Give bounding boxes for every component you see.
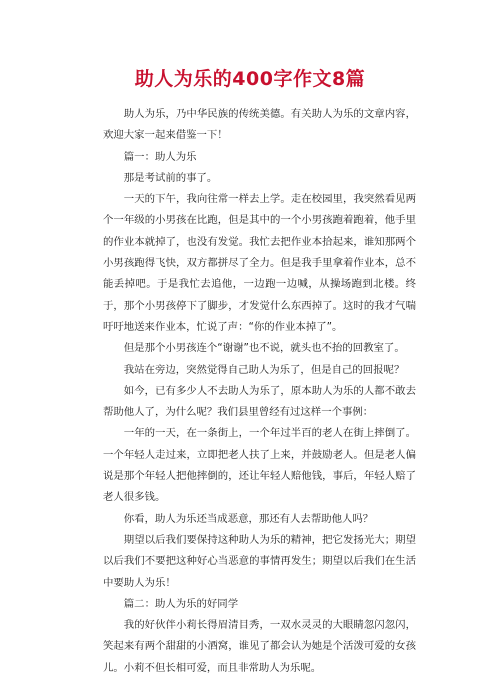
paragraph: 期望以后我们要保持这种助人为乐的精神，把它发扬光大；期望以后我们不要把这种好心当恶意的事情再发生；期望以后我们在生活中要助人为乐！	[103, 533, 416, 589]
paragraph: 一年的一天，在一条街上，一个年过半百的老人在街上摔倒了。一个年轻人走过来，立即把老人扶了上来，并鼓励老人。但是老人偏说是那个年轻人把他摔倒的，还让年轻人赔他钱，事后，年轻人赔了老人很多钱。	[103, 427, 416, 504]
paragraph: 如今，已有多少人不去助人为乐了，原本助人为乐的人都不敢去帮助他人了，为什么呢？我们县里曾经有过这样一个事例：	[103, 384, 416, 419]
paragraph: 我的好伙伴小莉长得眉清目秀，一双水灵灵的大眼睛忽闪忽闪，笑起来有两个甜甜的小酒窝，谁见了都会认为她是个活泼可爱的女孩儿。小莉不但长相可爱，而且非常助人为乐呢。	[103, 619, 416, 674]
document-title: 助人为乐的400字作文8篇	[134, 68, 366, 90]
document-body	[103, 104, 416, 679]
paragraph: 但是那个小男孩连个“谢谢”也不说，就头也不抬的回教室了。	[123, 342, 405, 355]
section-heading: 篇二：助人为乐的好同学	[123, 597, 239, 610]
paragraph: 一天的下午，我向往常一样去上学。走在校园里，我突然看见两个一年级的小男孩在比跑，但是其中的一个小男孩跑着跑着，他手里的作业本就掉了，也没有发觉。我忙去把作业本拾起来，谁知那两个小男孩跑得飞快，双方都拼尽了全力。但是我手里拿着作业本，总不能丢掉吧。于是我忙去追他，一边跑一边喊，从操场跑到北楼。终于，那个小男孩停下了脚步，才发觉什么东西掉了。这时的我才气喘吁吁地送来作业本，忙说了声：“你的作业本掉了”。	[103, 193, 416, 333]
section-heading: 篇一：助人为乐	[123, 150, 197, 163]
paragraph: 你看，助人为乐还当成恶意，那还有人去帮助他人吗？	[123, 512, 374, 525]
paragraph: 那是考试前的事了。	[123, 171, 218, 184]
paragraph: 助人为乐，乃中华民族的传统美德。有关助人为乐的文章内容，欢迎大家一起来借鉴一下！	[103, 108, 416, 142]
paragraph: 我站在旁边，突然觉得自己助人为乐了，但是自己的回报呢？	[123, 363, 405, 376]
